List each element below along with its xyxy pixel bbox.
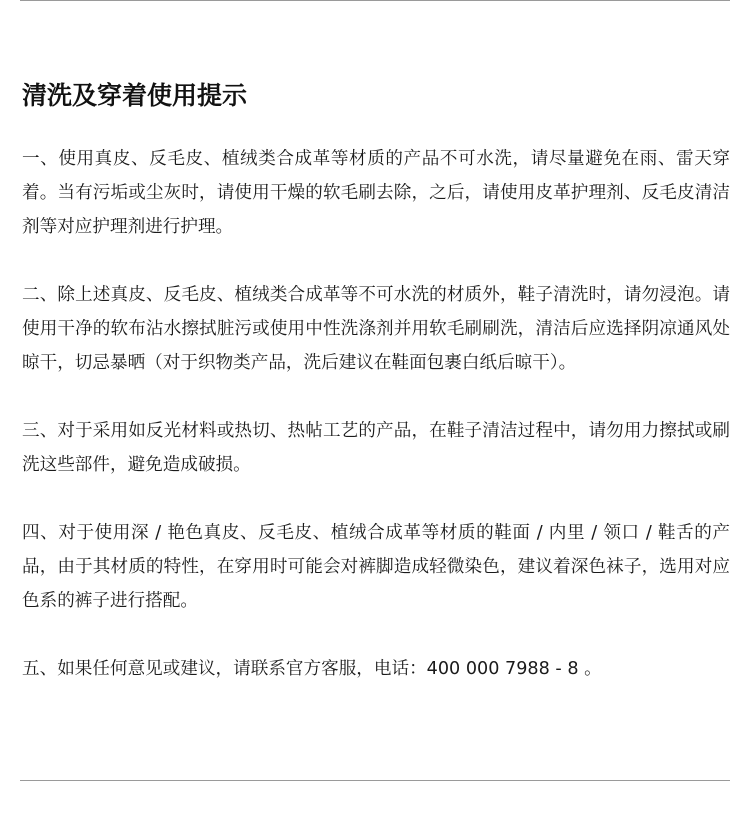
page-title: 清洗及穿着使用提示: [22, 81, 248, 110]
instruction-paragraph-3: 三、对于采用如反光材料或热切、热帖工艺的产品，在鞋子清洁过程中，请勿用力擦拭或刷洗这些部件，避免造成破损。: [22, 421, 730, 475]
care-instructions-section: [22, 76, 730, 686]
instruction-paragraph-5: 五、如果任何意见或建议，请联系官方客服，电话：400 000 7988 - 8 。: [22, 659, 602, 679]
top-divider: [20, 0, 730, 1]
instruction-paragraph-1: 一、使用真皮、反毛皮、植绒类合成革等材质的产品不可水洗，请尽量避免在雨、雷天穿着。当有污垢或尘灰时，请使用干燥的软毛刷去除，之后，请使用皮革护理剂、反毛皮清洁剂等对应护理剂进行护理。: [22, 149, 730, 237]
instruction-paragraph-4: 四、对于使用深 / 艳色真皮、反毛皮、植绒合成革等材质的鞋面 / 内里 / 领口 / 鞋舌的产品，由于其材质的特性，在穿用时可能会对裤脚造成轻微染色，建议着深色袜子，选用对应色系的裤子进行搭配。: [22, 523, 730, 611]
instruction-paragraph-2: 二、除上述真皮、反毛皮、植绒类合成革等不可水洗的材质外，鞋子清洗时，请勿浸泡。请使用干净的软布沾水擦拭脏污或使用中性洗涤剂并用软毛刷刷洗，清洁后应选择阴凉通风处晾干，切忌暴晒（对于织物类产品，洗后建议在鞋面包裹白纸后晾干）。: [22, 285, 730, 373]
bottom-divider: [20, 780, 730, 781]
